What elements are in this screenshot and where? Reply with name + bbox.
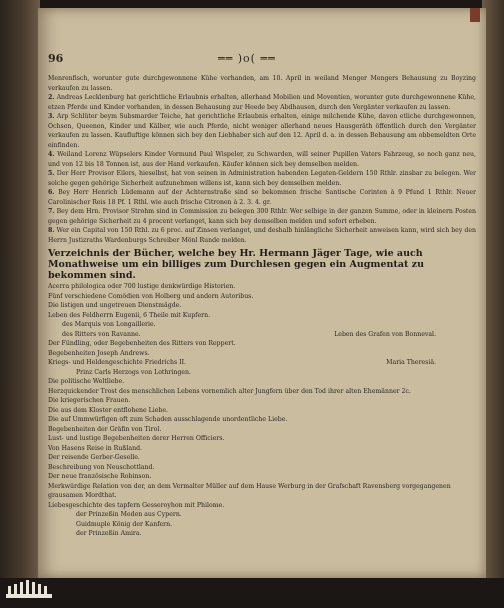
catalog-item: [48, 292, 476, 302]
catalog-title-right: Maria Theresiä.: [386, 359, 436, 366]
notice-paragraph: [48, 169, 476, 188]
catalog-title: Die politische Weltliebe.: [48, 378, 125, 385]
notice-number: 6.: [48, 189, 55, 196]
notice-number: 2.: [48, 94, 55, 101]
catalog-item: [48, 434, 476, 444]
notice-text: Wer ein Capital von 150 Rthl. zu 6 proc. auf Zinsen verlanget, und deshalb hinlängliche Sicherheit anweisen kann, wird sich bey den Herrn Justizraths Wardenburgs Schreiber Mönl Runde melden.: [48, 227, 476, 244]
catalog-item: [48, 463, 476, 473]
catalog-title: Prinz Carls Herzogs von Lothringen.: [76, 368, 191, 376]
notice-list: [48, 74, 476, 245]
catalog-item: [48, 529, 476, 539]
catalog-item: [48, 358, 476, 368]
notice-number: 4.: [48, 151, 55, 158]
catalog-item: [48, 282, 476, 292]
catalog-title: Die auf Ummwürfigen oft zum Schaden ausschlagende unordentliche Liebe.: [48, 416, 288, 423]
catalog-item: [48, 339, 476, 349]
ribbon-marker: [470, 8, 480, 22]
notice-number: 3.: [48, 113, 55, 120]
catalog-item: [48, 301, 476, 311]
catalog-item: [48, 368, 476, 378]
catalog-item: [48, 501, 476, 511]
catalog-title: Liebesgeschichte des tapfern Gesseroyhon mit Philome.: [48, 501, 225, 509]
catalog-title: Beschreibung von Neuschottland.: [48, 463, 155, 471]
viewer-footer: [0, 578, 504, 608]
catalog-heading: Verzeichnis der Bücher, welche bey Hr. Hermann Jäger Tage, wie auch Monathweise um ein billiges zum Durchlesen gegen ein Augmentat zu bekommen sind.: [48, 248, 424, 281]
notice-paragraph: [48, 188, 476, 207]
notice-text: Der Herr Provisor Eilers, hieselbst, hat von seinen in Administration habenden Legaten-Geldern 150 Rthlr. zinsbar zu belegen. Wer solche gegen gehörige Sicherheit aufzunehmen willens ist, kann sich bey demselben melden.: [48, 170, 476, 187]
catalog-item: [48, 311, 476, 321]
catalog-title: Die aus dem Kloster entflohene Liebe.: [48, 406, 169, 414]
catalog-list: [48, 282, 476, 539]
catalog-item: [48, 472, 476, 482]
catalog-title: Die listigen und ungetreuen Dienstmägde.: [48, 302, 182, 309]
book-spine: [0, 0, 40, 578]
notice-text: Arp Schlüter beym Subsmarder Teiche, hat gerichtliche Erlaubnis erhalten, einige milchende Kühe, davon etliche durchgewonnen, Ochsen, Queenen, Kinder und Kälber, wie auch Pferde, nicht weniger allerhand neues Hausgeräth öffentlich durch den Vergänter verkaufen zu lassen. Kaufluftige können sich bey den Liebhaber sich auf den 12. April d. a. in dessen Behausung am obbemeldten Orte einfinden.: [48, 113, 476, 149]
catalog-title: Merkwürdige Relation von der, an dem Vermalter Müller auf dem Hause Werburg in der Grafschaft Ravensberg vorgegangenen grausamen Mordthat.: [48, 482, 451, 499]
catalog-item: [48, 482, 476, 501]
catalog-title: Acerra philologica oder 700 lustige denkwürdige Historien.: [48, 283, 236, 290]
catalog-item: [48, 510, 476, 520]
page-number: 96: [48, 52, 64, 65]
notice-number: 8.: [48, 227, 55, 234]
catalog-title: der Prinzeßin Amira.: [76, 530, 142, 537]
notice-text: Menrenfisch, worunter gute durchgewonnene Kühe vorhanden, am 10. April in weiland Menger Mengers Behausung zu Boyzing verkaufen zu lassen.: [48, 75, 476, 92]
catalog-title: Begebenheiten der Gräfin von Tirol.: [48, 425, 162, 433]
catalog-item: [48, 406, 476, 416]
notice-paragraph: [48, 226, 476, 245]
catalog-title: Herzquickender Trost des menschlichen Lebens vornemlich alter Jungfern über den Tod ihrer alten Ehemänner 2c.: [48, 387, 411, 395]
catalog-item: [48, 387, 476, 397]
notice-paragraph: [48, 150, 476, 169]
catalog-item: [48, 415, 476, 425]
notice-paragraph: [48, 112, 476, 150]
catalog-title: Die kriegerischen Frauen.: [48, 397, 131, 404]
catalog-item: [48, 453, 476, 463]
notice-paragraph: [48, 93, 476, 112]
document-body: [48, 74, 476, 539]
catalog-item: [48, 520, 476, 530]
notice-text: Andreas Lecklenburg hat gerichtliche Erlaubnis erhalten, allerhand Mobilien und Moventien, worunter gute durchgewonnene Kühe, etzen Pferde und Kinder vorhanden, in dessen Behausung zur Heede bey Abdhausen, durch den Vergänter verkaufen zu lassen.: [48, 94, 477, 111]
notice-text: Bey dem Hrn. Provisor Strohm sind in Commission zu belegen 300 Rthlr. Wer selbige in der ganzen Summe, oder in kleinern Posten gegen gehörige Sicherheit zu 4 procent verlanget, kann sich bey demselben melden und sofort erheben.: [48, 208, 476, 225]
catalog-item: [48, 444, 476, 454]
catalog-title: Begebenheiten Joseph Andrews.: [48, 349, 150, 357]
catalog-item: [48, 377, 476, 387]
catalog-item: [48, 330, 476, 340]
catalog-title: der Prinzeßin Meden aus Cypern.: [76, 511, 182, 518]
catalog-item: [48, 396, 476, 406]
catalog-title: Der Fündling, oder Begebenheiten des Ritters von Reppert.: [48, 340, 236, 347]
catalog-title: Kriegs- und Heldengeschichte Friedrichs II.: [48, 359, 186, 366]
catalog-title: Der reisende Gerber-Geselle.: [48, 454, 140, 461]
notice-number: 5.: [48, 170, 55, 177]
header-ornament: ══ )o( ══: [218, 52, 276, 65]
catalog-title: Leben des Feldherrn Eugenii, 6 Theile mit Kupfern.: [48, 311, 211, 319]
catalog-title: Guidmuple König der Kanfern.: [76, 520, 173, 528]
catalog-title-right: Leben des Grafen von Bonneval.: [334, 330, 436, 338]
notice-text: Bey Herr Henrich Lüdemann auf der Achternstraße sind so bekommen frische Santische Corinten à 9 Pfund 1 Rthlr. Neuer Carolinischer Reis 18 Pf. 1 Rthl. wie auch frische Citronen à 2. 3. 4. gr.: [48, 189, 476, 206]
notice-number: 7.: [48, 208, 55, 215]
catalog-item: [48, 320, 476, 330]
catalog-title: Von Hasens Reise in Rußland.: [48, 444, 143, 452]
catalog-title: Fünf verschiedene Comödien von Holberg und andern Autoribus.: [48, 292, 254, 300]
catalog-item: [48, 349, 476, 359]
catalog-title: des Marquis von Longaillerie.: [62, 321, 156, 328]
library-logo-icon: [4, 580, 54, 602]
notice-paragraph: [48, 207, 476, 226]
catalog-title: des Ritters von Ravanne.: [62, 330, 141, 338]
catalog-title: Der neue französische Robinson.: [48, 473, 152, 480]
notice-paragraph: [48, 74, 476, 93]
catalog-title: Lust- und lustige Begebenheiten derer Herren Officiers.: [48, 435, 225, 442]
notice-text: Weiland Lorenz Wüpselers Kinder Vormund Paul Wispeler, zu Schwarden, will seiner Pupillen Vaters Fahrzeug, so noch ganz neu, und von 12 bis 18 Tonnen ist, aus der Hand verkaufen. Käufer können sich bey demselben melden.: [48, 151, 476, 168]
catalog-item: [48, 425, 476, 435]
